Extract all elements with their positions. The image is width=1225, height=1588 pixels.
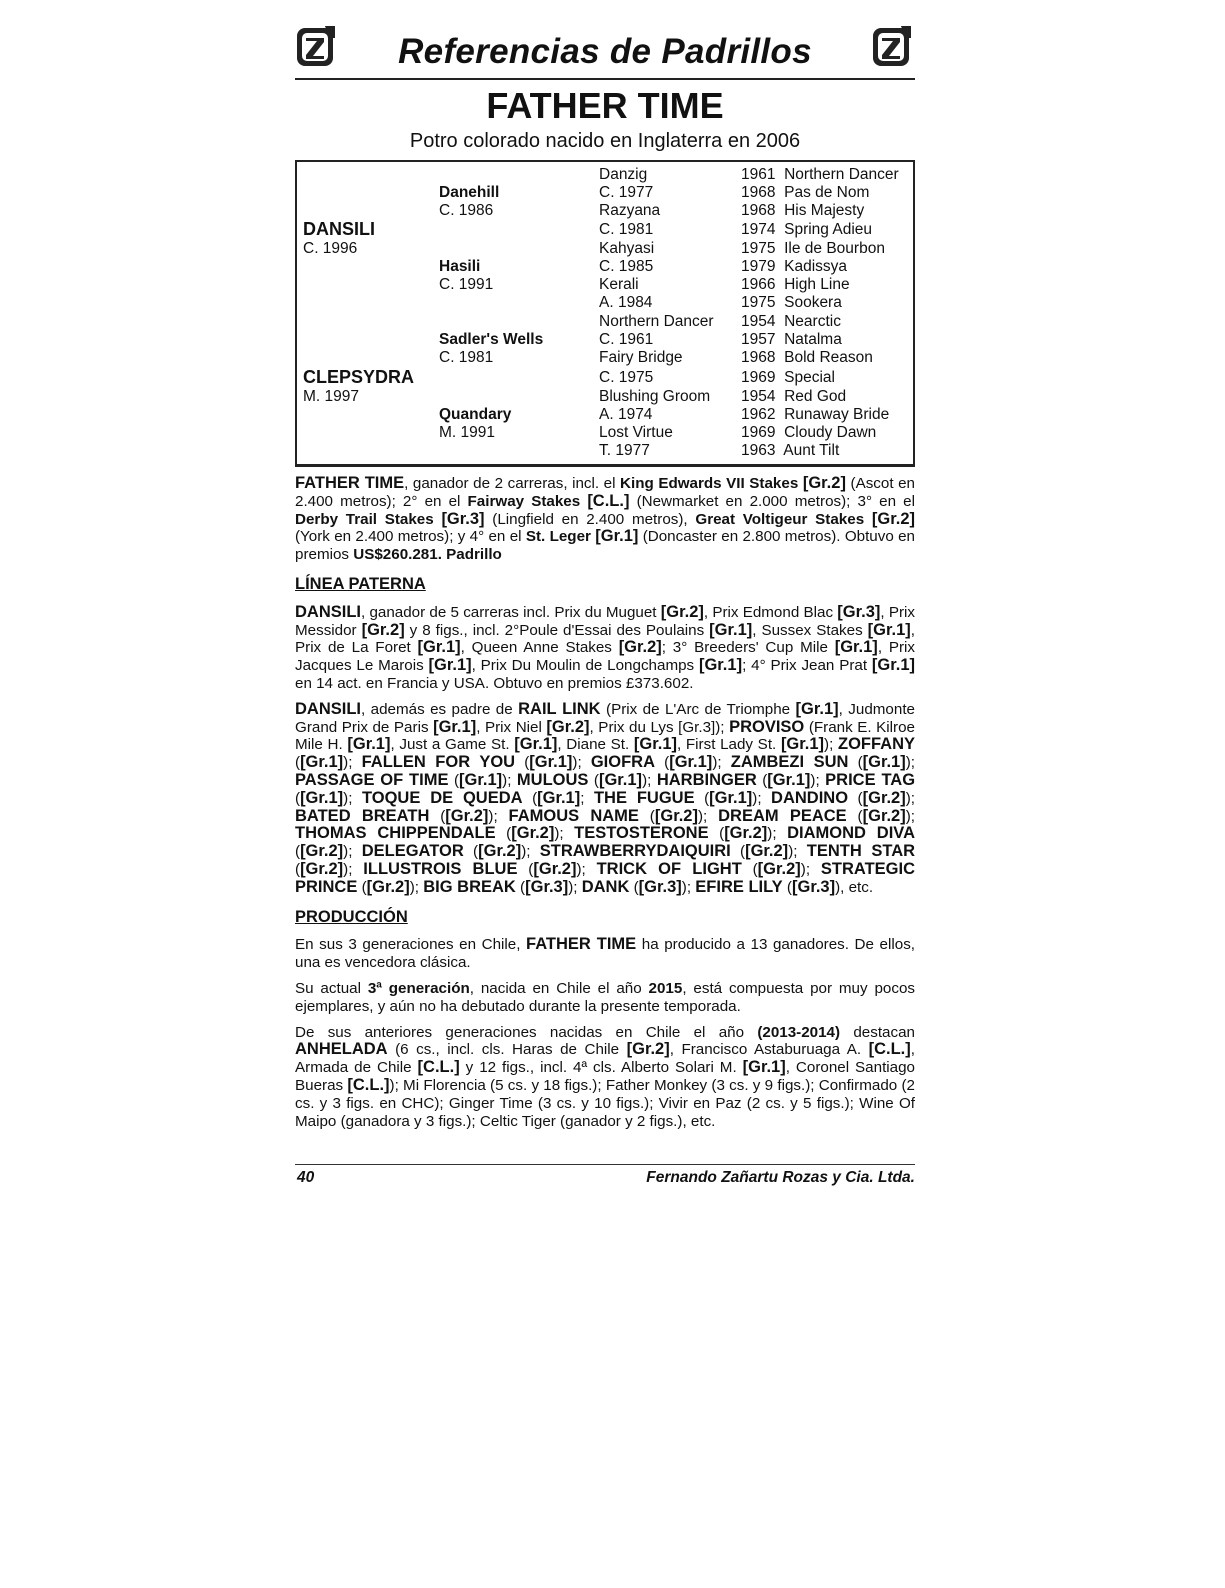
grade-label: [Gr.3] [791, 877, 836, 896]
earnings: US$260.281. Padrillo [353, 546, 502, 564]
text: , Prix du Lys [Gr.3]); [589, 718, 730, 736]
text: ( [463, 843, 479, 861]
text: ); [568, 878, 582, 896]
horse-name-inline: STRAWBERRYDAIQUIRI [539, 842, 731, 861]
gen3-name: Northern Dancer [599, 313, 714, 330]
sire-year: C. 1996 [303, 240, 358, 257]
gen4-year: 1968 [741, 349, 776, 366]
gen4-name: Bold Reason [784, 349, 873, 366]
gen2-name: Danehill [439, 184, 500, 201]
horse-name-inline: DREAM PEACE [718, 806, 847, 825]
text: ; 4° Prix Jean Prat [742, 657, 872, 675]
text: ( [295, 754, 301, 772]
horse-name-inline: DANDINO [771, 788, 849, 807]
gen3-name: Fairy Bridge [599, 349, 683, 366]
race-name: Great Voltigeur Stakes [695, 510, 865, 528]
grade-label: [Gr.1] [433, 717, 477, 736]
grade-label: [Gr.1] [709, 620, 753, 639]
horse-name-inline: TOQUE DE QUEDA [361, 788, 523, 807]
grade-label: [Gr.2] [802, 474, 846, 492]
text: ( [694, 789, 710, 807]
horse-name-inline: FALLEN FOR YOU [361, 753, 516, 772]
text: ), etc. [835, 878, 874, 896]
article-body [295, 475, 915, 1130]
grade-label: [Gr.2] [618, 638, 662, 657]
text: , Coronel Santiago Bueras [295, 1059, 915, 1094]
gen4-year: 1968 [741, 184, 776, 201]
horse-name: FATHER TIME [486, 85, 724, 126]
grade-label: [Gr.2] [445, 806, 489, 825]
text: ); [712, 754, 731, 772]
text: , First Lady St. [677, 736, 781, 754]
text: (York en 2.400 metros); y 4° en el [295, 528, 526, 546]
text: ); [767, 825, 788, 843]
gen4-name: His Majesty [784, 202, 865, 219]
horse-name-inline: BIG BREAK [423, 877, 516, 896]
text: ( [848, 789, 863, 807]
gen4-year: 1975 [741, 294, 776, 311]
gen3-year: A. 1984 [599, 294, 653, 311]
horse-name-inline: PRICE TAG [825, 770, 916, 789]
text: ( [295, 860, 301, 878]
horse-name-inline: ZAMBEZI SUN [730, 753, 849, 772]
text: ( [708, 825, 725, 843]
gen2-name: Hasili [439, 258, 481, 275]
section-heading-produccion: PRODUCCIÓN [295, 907, 408, 926]
text: ); [905, 754, 916, 772]
text: , está compuesta por muy pocos ejemplares, y aún no ha debutado durante la presente temporada. [295, 979, 915, 1015]
text: ( [730, 843, 746, 861]
text: ( [515, 878, 526, 896]
grade-label: [Gr.1] [871, 656, 915, 675]
grade-label: [Gr.2] [862, 788, 906, 807]
gen3-name: Blushing Groom [599, 388, 711, 405]
text: (Lingfield en 2.400 metros), [484, 510, 696, 528]
gen4-year: 1966 [741, 276, 776, 293]
gen3-name: Lost Virtue [599, 424, 673, 441]
gen3-year: C. 1975 [599, 369, 654, 386]
text: ); [572, 754, 591, 772]
grade-label: [Gr.1] [417, 638, 461, 657]
grade-label: [Gr.2] [300, 859, 344, 878]
gen4-year: 1975 [741, 240, 776, 257]
text: ; [580, 789, 594, 807]
text: ( [522, 789, 538, 807]
gen3-year: T. 1977 [599, 442, 650, 459]
grade-label: [Gr.1] [709, 788, 753, 807]
grade-label: [Gr.1] [834, 638, 878, 657]
grade-label: [Gr.3] [638, 877, 682, 896]
grade-label: [Gr.2] [361, 620, 405, 639]
text: ); [905, 789, 915, 807]
text: ( [741, 860, 758, 878]
text: ( [495, 825, 512, 843]
grade-label: [Gr.1] [742, 1058, 786, 1077]
grade-label: [Gr.1] [459, 770, 503, 789]
text: ( [515, 754, 530, 772]
gen2-name: Quandary [439, 406, 512, 423]
sire-name: DANSILI [303, 219, 375, 239]
text: ( [655, 754, 670, 772]
horse-name-inline: DELEGATOR [361, 842, 464, 861]
gen2-year: C. 1986 [439, 202, 494, 219]
grade-label: [Gr.2] [660, 602, 704, 621]
gen4-year: 1954 [741, 388, 776, 405]
text: ); [502, 771, 517, 789]
text: ( [429, 807, 446, 825]
grade-label: [Gr.1] [867, 620, 911, 639]
grade-label: [Gr.1] [537, 788, 581, 807]
text: ); [697, 807, 719, 825]
text: ( [295, 789, 301, 807]
horse-name-inline: TESTOSTERONE [574, 824, 709, 843]
text: ); [642, 771, 657, 789]
gen4-name: Special [784, 369, 835, 386]
dam-name: CLEPSYDRA [303, 367, 415, 387]
grade-label: [Gr.1] [347, 735, 391, 754]
grade-label: [Gr.2] [533, 859, 577, 878]
gen3-name: Razyana [599, 202, 661, 219]
text: , ganador de 2 carreras, incl. el [404, 475, 621, 492]
paragraph-production-summary [295, 936, 915, 972]
horse-name-inline: THE FUGUE [593, 788, 695, 807]
text: ); [576, 860, 597, 878]
grade-label: [Gr.2] [511, 824, 555, 843]
gen4-name: Natalma [784, 331, 842, 348]
text: ); [343, 843, 362, 861]
text: (Newmarket en 2.000 metros); 3° en el [629, 492, 915, 510]
grade-label: [Gr.1] [428, 656, 472, 675]
section-heading-paterna: LÍNEA PATERNA [295, 574, 426, 593]
pedigree-table [295, 160, 915, 467]
text: ( [517, 860, 534, 878]
horse-name-inline: BATED BREATH [295, 806, 430, 825]
text: ( [782, 878, 792, 896]
text: De sus anteriores generaciones nacidas en Chile el año [295, 1023, 758, 1041]
text: ); Mi Florencia (5 cs. y 18 figs.); Father Monkey (3 cs. y 9 figs.); Confirmado (2 cs. y 3 figs. en CHC); Ginger Time (3 cs. y 10 figs.); Vivir en Paz (2 cs. y 5 figs.); Wine Of Maipo (ganadora y 3 figs.); Celtic Tiger (ganador y 2 figs.), etc. [295, 1076, 915, 1130]
gen4-name: Spring Adieu [784, 221, 873, 238]
gen4-year: 1954 [741, 313, 776, 330]
page-number: 40 [297, 1169, 315, 1186]
grade-label: [C.L.] [417, 1058, 460, 1077]
text: , Prix Jacques Le Marois [295, 639, 915, 675]
race-name: King Edwards VII Stakes [620, 475, 799, 492]
gen4-year: 1961 [741, 166, 776, 183]
horse-name-inline: THOMAS CHIPPENDALE [295, 824, 496, 843]
text: ( [448, 771, 460, 789]
text: (Ascot en 2.400 metros); 2° en el [295, 475, 915, 510]
horse-name-inline: FATHER TIME [295, 474, 405, 492]
text: ( [756, 771, 768, 789]
text: ); [409, 878, 424, 896]
grade-label: [Gr.2] [366, 877, 410, 896]
text: ( [846, 807, 863, 825]
text: (Frank E. Kilroe Mile H. [295, 718, 915, 754]
grade-label: [Gr.1] [862, 753, 906, 772]
grade-label: [Gr.1] [669, 753, 713, 772]
gen4-name: Pas de Nom [784, 184, 870, 201]
grade-label: [Gr.1] [698, 656, 743, 675]
gen4-name: Cloudy Dawn [784, 424, 877, 441]
gen3-year: C. 1985 [599, 258, 654, 275]
text: Su actual [295, 979, 368, 997]
gen3-year: C. 1977 [599, 184, 654, 201]
grade-label: [Gr.2] [724, 824, 768, 843]
horse-name-inline: DANK [581, 877, 630, 896]
gen4-name: High Line [784, 276, 850, 293]
grade-label: [Gr.1] [767, 770, 811, 789]
text: ha producido a 13 ganadores. De ellos, una es vencedora clásica. [295, 936, 916, 972]
horse-name-inline: FATHER TIME [526, 935, 637, 954]
gen4-year: 1962 [741, 406, 776, 423]
text: ); [343, 789, 362, 807]
grade-label: [Gr.1] [300, 753, 344, 772]
gen2-year: C. 1991 [439, 276, 494, 293]
text: ); [554, 825, 575, 843]
horse-name-inline: HARBINGER [656, 770, 757, 789]
race-name: Fairway Stakes [467, 492, 581, 510]
text: ); [752, 789, 772, 807]
paragraph-career [295, 475, 915, 564]
grade-label: [Gr.3] [525, 877, 569, 896]
text: ( [357, 878, 367, 896]
text: destacan [840, 1023, 915, 1041]
paragraph-sire-career [295, 604, 915, 693]
text: (Doncaster en 2.800 metros). Obtuvo en premios [295, 528, 915, 564]
page-title: Referencias de Padrillos [398, 32, 812, 71]
horse-name-inline: STRATEGIC PRINCE [295, 859, 916, 896]
grade-label: [Gr.1] [795, 699, 839, 718]
grade-label: [Gr.2] [626, 1040, 670, 1059]
gen4-name: Runaway Bride [784, 406, 890, 423]
gen4-year: 1974 [741, 221, 776, 238]
grade-label: [Gr.1] [300, 788, 344, 807]
gen4-year: 1963 [741, 442, 776, 459]
gen4-name: Northern Dancer [784, 166, 899, 183]
text: ); [824, 736, 838, 754]
grade-label: [Gr.2] [745, 842, 789, 861]
text: , además es padre de [361, 700, 519, 718]
grade-label: [Gr.2] [862, 806, 906, 825]
page [295, 18, 916, 1186]
gen4-year: 1968 [741, 202, 776, 219]
paragraph-previous-generations [295, 1024, 915, 1131]
text: y 8 figs., incl. 2°Poule d'Essai des Poulains [404, 621, 710, 639]
race-name: St. Leger [525, 528, 591, 546]
horse-name-inline: TRICK OF LIGHT [596, 859, 742, 878]
gen4-name: Kadissya [784, 258, 848, 275]
text [864, 511, 872, 528]
text: ); [681, 878, 696, 896]
text: , Francisco Astaburuaga A. [669, 1041, 869, 1059]
grade-label: [Gr.3] [837, 602, 881, 621]
gen4-year: 1957 [741, 331, 776, 348]
gen4-year: 1969 [741, 369, 776, 386]
horse-name-inline: DIAMOND DIVA [787, 824, 916, 843]
emphasis: 3ª generación [367, 979, 470, 997]
text: ); [488, 807, 509, 825]
text: ; 3° Breeders' Cup Mile [661, 639, 835, 657]
horse-name-inline: RAIL LINK [518, 699, 601, 718]
grade-label: [Gr.3] [441, 509, 485, 528]
company-name: Fernando Zañartu Rozas y Cia. Ltda. [646, 1169, 915, 1186]
gen4-name: Sookera [784, 294, 842, 311]
gen3-year: C. 1961 [599, 331, 654, 348]
horse-name-inline: FAMOUS NAME [508, 806, 639, 825]
grade-label: [Gr.2] [300, 842, 344, 861]
gen2-name: Sadler's Wells [439, 331, 544, 348]
text: , Diane St. [557, 736, 634, 754]
horse-name-inline: MULOUS [516, 770, 589, 789]
page-header [295, 18, 915, 80]
text: ( [295, 843, 301, 861]
text: , Prix Edmond Blac [703, 603, 838, 621]
text: (6 cs., incl. cls. Haras de Chile [387, 1041, 627, 1059]
gen4-name: Ile de Bourbon [784, 240, 885, 257]
text: ( [588, 771, 599, 789]
race-name: Derby Trail Stakes [295, 510, 434, 528]
grade-label: [Gr.2] [757, 859, 801, 878]
grade-label: [Gr.1] [514, 735, 558, 754]
text: (Prix de L'Arc de Triomphe [600, 700, 796, 718]
grade-label: [Gr.1] [633, 735, 677, 754]
horse-name-inline: PASSAGE OF TIME [295, 770, 449, 789]
text: ); [343, 754, 362, 772]
paragraph-current-generation [295, 980, 915, 1016]
text: En sus 3 generaciones en Chile, [295, 936, 527, 954]
text: , Sussex Stakes [752, 621, 868, 639]
page-footer [295, 1164, 915, 1189]
text: , Prix Du Moulin de Longchamps [471, 657, 699, 675]
emphasis: 2015 [648, 979, 683, 997]
text: , Armada de Chile [295, 1041, 915, 1077]
text: , Judmonte Grand Prix de Paris [295, 700, 915, 736]
gen2-year: C. 1981 [439, 349, 494, 366]
text: , Queen Anne Stakes [460, 639, 619, 657]
horse-name-inline: PROVISO [729, 717, 805, 736]
text: y 12 figs., incl. 4ª cls. Alberto Solari M. [459, 1059, 743, 1077]
text: ( [638, 807, 655, 825]
text: ( [629, 878, 639, 896]
gen3-year: C. 1981 [599, 221, 654, 238]
gen4-name: Nearctic [784, 313, 841, 330]
horse-subtitle: Potro colorado nacido en Inglaterra en 2006 [409, 130, 801, 152]
grade-label: [Gr.2] [546, 717, 590, 736]
dam-year: M. 1997 [303, 388, 360, 405]
gen4-name: Aunt Tilt [783, 442, 840, 459]
text: ( [848, 754, 863, 772]
grade-label: [Gr.1] [598, 770, 643, 789]
horse-name-inline: DANSILI [295, 699, 361, 718]
grade-label: [Gr.2] [654, 806, 698, 825]
horse-name-inline: DANSILI [295, 602, 361, 621]
grade-label: [C.L.] [868, 1040, 911, 1059]
grade-label: [Gr.1] [780, 735, 825, 754]
horse-name-inline: TENTH STAR [806, 842, 916, 861]
text: ); [521, 843, 540, 861]
text: , ganador de 5 carreras incl. Prix du Muguet [361, 603, 661, 621]
horse-name-inline: GIOFRA [590, 753, 655, 772]
text: ); [905, 807, 915, 825]
gen3-name: Kerali [599, 276, 639, 293]
grade-label: [Gr.1] [529, 753, 573, 772]
gen4-name: Red God [784, 388, 847, 405]
text: , Prix Messidor [295, 603, 915, 639]
text: , Just a Game St. [390, 736, 515, 754]
text: , Prix Niel [476, 718, 547, 736]
text: ); [343, 860, 364, 878]
gen4-year: 1969 [741, 424, 776, 441]
paragraph-sire-progeny [295, 701, 915, 897]
stylized-horseshoe-logo-icon [871, 24, 913, 68]
gen3-name: Kahyasi [599, 240, 655, 257]
gen3-name: Danzig [599, 166, 648, 183]
horse-name-inline: ILLUSTROIS BLUE [363, 859, 518, 878]
horse-name-inline: ZOFFANY [838, 735, 915, 754]
emphasis: (2013-2014) [757, 1023, 841, 1041]
gen4-year: 1979 [741, 258, 776, 275]
gen3-year: A. 1974 [599, 406, 653, 423]
grade-label: [C.L.] [587, 491, 630, 510]
horse-name-inline: EFIRE LILY [695, 877, 783, 896]
text: ); [810, 771, 826, 789]
grade-label: [C.L.] [347, 1075, 390, 1094]
grade-label: [Gr.2] [478, 842, 522, 861]
text: en 14 act. en Francia y USA. Obtuvo en premios £373.602. [295, 674, 694, 692]
text: , Prix de La Foret [295, 621, 915, 657]
text: ); [788, 843, 807, 861]
horse-name-inline: ANHELADA [295, 1040, 388, 1059]
text: ); [800, 860, 821, 878]
grade-label: [Gr.1] [595, 527, 639, 546]
gen2-year: M. 1991 [439, 424, 496, 441]
grade-label: [Gr.2] [871, 509, 915, 528]
text: , nacida en Chile el año [469, 979, 649, 997]
